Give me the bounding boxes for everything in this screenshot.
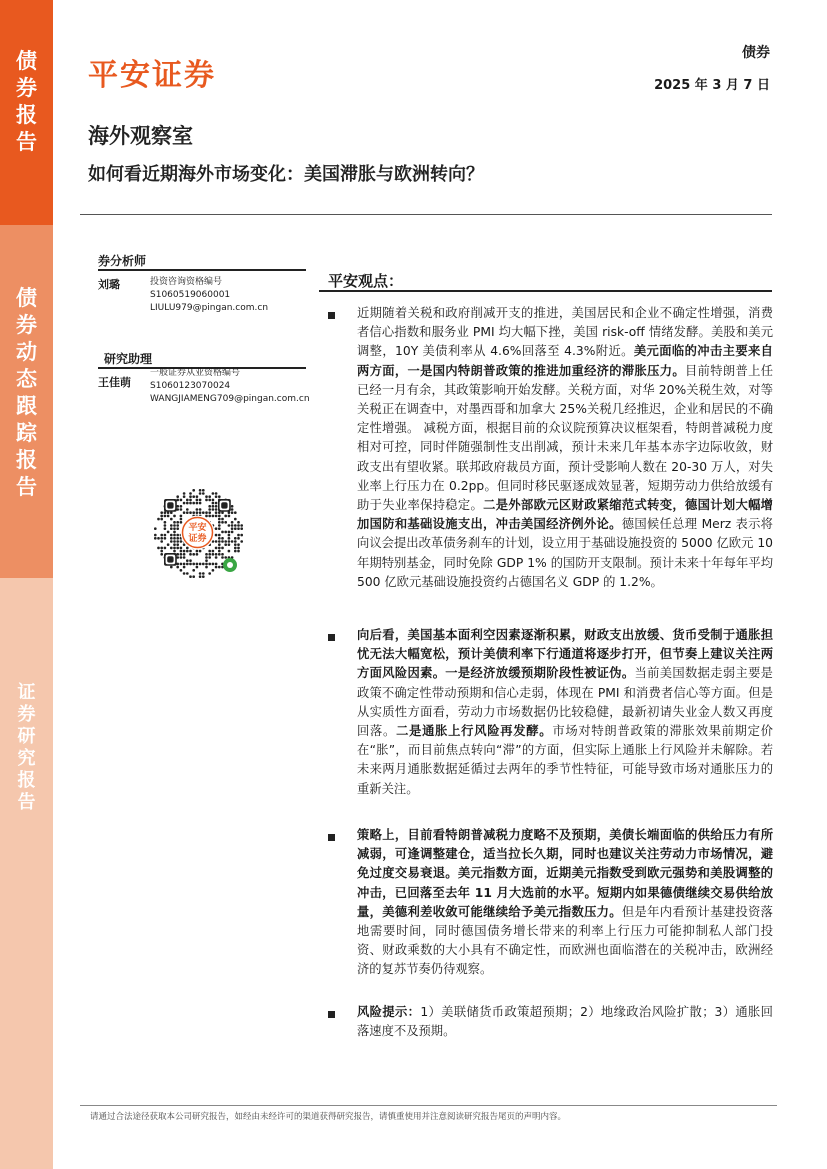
bold-text-run: 风险提示：	[357, 1005, 421, 1019]
sidebar-char: 究	[17, 748, 36, 769]
bullet-icon	[328, 312, 335, 319]
viewpoint-paragraph-3	[357, 826, 773, 980]
department-title: 海外观察室	[88, 124, 193, 148]
analysts-heading: 券分析师	[98, 254, 147, 268]
analyst-cert-no: S1060519060001	[150, 290, 231, 300]
report-type: 债券	[742, 45, 770, 61]
sidebar-char: 告	[16, 475, 37, 499]
bold-text-run: 二是通胀上行风险再发酵。	[396, 724, 553, 739]
header-divider	[80, 214, 772, 215]
sidebar-char: 债	[16, 286, 37, 310]
text-run: 当前美国数据走弱主要是政策不确定性带动预期和信心走弱，体现在 PMI 和消费者信心等方面。但是从实质性方面看，劳动力市场数据仍比较稳健，最新初请失业金人数又再度回落。	[357, 666, 773, 739]
bold-text-run: 二是外部欧元区财政紧缩范式转变，德国计划大幅增加国防和基础设施支出，冲击美国经济例外论。	[357, 498, 773, 532]
analyst-cert-label: 投资咨询资格编号	[150, 277, 223, 287]
sidebar-char: 报	[16, 448, 37, 472]
bullet-icon	[328, 834, 335, 841]
analyst-email: LIULU979@pingan.com.cn	[150, 303, 269, 313]
bullet-icon	[328, 634, 335, 641]
text-run: 市场对特朗普政策的滞胀效果前期定价在“胀”，而目前焦点转向“滞”的方面，但实际上通胀上行风险并未解除。若未来两月通胀数据延循过去两年的季节性特征，可能导致市场对通胀压力的重新关注。	[357, 724, 773, 796]
report-date: 2025 年 3 月 7 日	[654, 78, 770, 93]
bold-text-run: 向后看，美国基本面利空因素逐渐积累，财政支出放缓、货币受制于通胀担忧无法大幅宽松，预计美债利率下行通道将逐步打开，但节奏上建议关注两方面风险因素。一是经济放缓预期阶段性被证伪。	[357, 628, 773, 681]
sidebar-band-report-category	[0, 0, 53, 225]
viewpoint-paragraph-1	[357, 304, 773, 592]
analysts-divider	[98, 269, 306, 271]
sidebar-char: 告	[16, 130, 37, 154]
sidebar-char: 券	[16, 76, 37, 100]
viewpoint-paragraph-2	[357, 626, 773, 799]
assistant-info	[150, 367, 310, 406]
footer-disclaimer: 请通过合法途径获取本公司研究报告，如经由未经许可的渠道获得研究报告，请慎重使用并注意阅读研究报告尾页的声明内容。	[90, 1112, 567, 1122]
bold-text-run: 美元面临的冲击主要来自两方面，一是国内特朗普政策的推进加重经济的滞胀压力。	[357, 344, 773, 378]
analyst-name: 刘璐	[98, 278, 120, 291]
text-run: 目前特朗普上任已经一月有余，其政策影响开始发酵。关税方面，对华 20%关税生效，对等关税正在调查中，对墨西哥和加拿大 25%关税几经推迟，企业和居民的不确定性增强。 减税方面，根据目前的众议院预算决议框架看，特朗普减税力度相对可控，同时伴随强制性支出削减，预计未来几年基本赤字边际收敛，财政支出有望收紧。联邦政府裁员方面，预计受影响人数在 20-30 万人，对失业率上行压力在 0.2pp。但同时移民驱逐成效显著，短期劳动力供给放缓有助于失业率保持稳定。	[357, 363, 773, 513]
sidebar-char: 踪	[16, 421, 37, 445]
assistant-name: 王佳萌	[98, 376, 131, 389]
risk-warning-paragraph	[357, 1003, 773, 1041]
qr-logo-bottom: 证券	[188, 534, 207, 544]
sidebar-band-research-report	[0, 578, 53, 1169]
company-logo: 平安证券	[88, 58, 216, 93]
sidebar-char: 跟	[16, 394, 37, 418]
bullet-icon	[328, 1011, 335, 1018]
text-run: 近期随着关税和政府削减开支的推进，美国居民和企业不确定性增强，消费者信心指数和服务业 PMI 均大幅下挫，美国 risk-off 情绪发酵。美股和美元调整，10Y 美债利率从 4.6%回落至 4.3%附近。	[357, 306, 773, 359]
sidebar-char: 券	[17, 704, 36, 725]
sidebar-char: 研	[17, 726, 36, 747]
text-run: 但是年内看预计基建投资落地需要时间，同时德国债务增长带来的利率上行压力可能抑制私人部门投资、财政乘数的大小具有不确定性，而欧洲也面临潜在的关税冲击，欧洲经济的复苏节奏仍待观察。	[357, 904, 773, 977]
text-run: 1）美联储货币政策超预期；2）地缘政治风险扩散；3）通胀回落速度不及预期。	[357, 1005, 773, 1039]
sidebar-char: 报	[16, 103, 37, 127]
viewpoint-divider	[319, 290, 772, 292]
qr-logo-top: 平安	[188, 523, 207, 533]
sidebar-char: 动	[16, 340, 37, 364]
sidebar-char: 券	[16, 313, 37, 337]
assistant-cert-no: S1060123070024	[150, 381, 231, 391]
sidebar-char: 告	[17, 792, 36, 813]
assistants-heading: 研究助理	[104, 352, 153, 366]
bold-text-run: 策略上，目前看特朗普减税力度略不及预期，美债长端面临的供给压力有所减弱，可逢调整建仓，适当拉长久期，同时也建议关注劳动力市场情况，避免过度交易衰退。美元指数方面，近期美元指数受到欧元强势和美股调整的冲击，已回落至去年 11 月大选前的水平。短期内如果德债继续交易供给放量，美德利差收敛可能继续给予美元指数压力。	[357, 828, 773, 919]
sidebar-char: 债	[16, 49, 37, 73]
assistant-cert-label: 一般证券从业资格编号	[150, 368, 241, 378]
viewpoint-heading: 平安观点：	[328, 272, 404, 290]
qr-code	[150, 485, 245, 580]
sidebar-char: 证	[17, 682, 36, 703]
assistant-email: WANGJIAMENG709@pingan.com.cn	[150, 394, 310, 404]
sidebar-char: 态	[16, 367, 37, 391]
text-run: 德国候任总理 Merz 表示将向议会提出改革债务刹车的计划，设立用于基础设施投资的 5000 亿欧元 10 年期特别基金，同时免除 GDP 1% 的国防开支限制。预计未来十年每年平均 500 亿欧元基础设施投资约占德国名义 GDP 的 1.2%。	[357, 517, 773, 589]
report-title: 如何看近期海外市场变化：美国滞胀与欧洲转向？	[88, 164, 484, 185]
analyst-info	[150, 276, 268, 315]
sidebar-band-report-subtype	[0, 225, 53, 578]
sidebar-char: 报	[17, 770, 36, 791]
footer-divider	[80, 1105, 777, 1106]
